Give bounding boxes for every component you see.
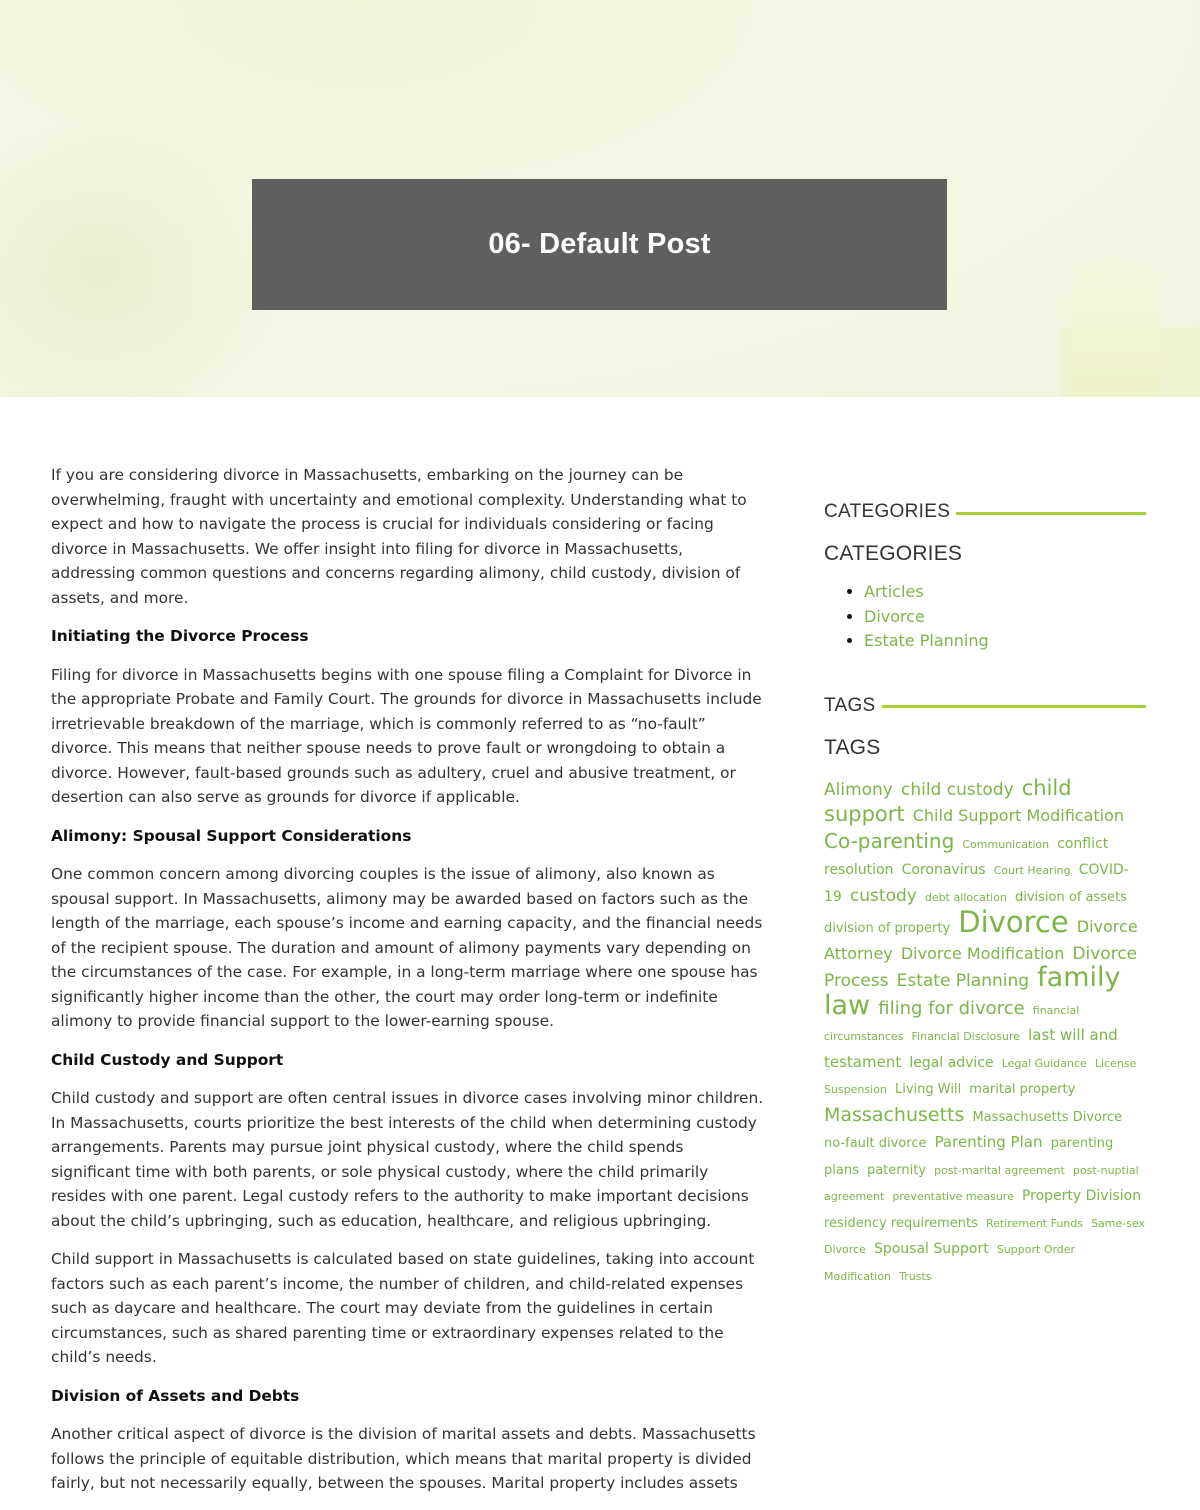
list-item bbox=[864, 605, 1146, 630]
categories-widget-title bbox=[824, 498, 1146, 526]
tag-link[interactable]: preventative measure bbox=[892, 1190, 1014, 1203]
tag-link[interactable]: Trusts bbox=[899, 1269, 932, 1283]
tag-link[interactable]: post-nuptial agreement bbox=[824, 1163, 1139, 1203]
page-title-box bbox=[252, 179, 947, 310]
tag-link[interactable]: COVID-19 bbox=[824, 862, 1129, 905]
tags-title-label: TAGS bbox=[824, 694, 876, 716]
tag-link[interactable]: filing for divorce bbox=[878, 997, 1025, 1019]
tag-link[interactable]: family law bbox=[824, 962, 1121, 1021]
article-paragraph: Child support in Massachusetts is calculated based on state guidelines, taking into account factors such as each parent’s income, the number of children, and child-related expenses such as daycare and healthcare. The court may deviate from the guidelines in certain circumstances, such as shared parenting time or extraordinary expenses related to the child’s needs. bbox=[51, 1250, 755, 1366]
list-item bbox=[864, 580, 1146, 605]
category-link-divorce[interactable]: Divorce bbox=[864, 606, 925, 626]
list-item bbox=[864, 629, 1146, 654]
tag-link[interactable]: Co-parenting bbox=[824, 828, 955, 853]
tags-widget-title bbox=[824, 692, 1146, 720]
tags-heading: TAGS bbox=[824, 735, 881, 759]
title-divider bbox=[956, 512, 1146, 515]
tag-link[interactable]: Alimony bbox=[824, 779, 893, 800]
tag-link[interactable]: Living Will bbox=[895, 1082, 962, 1097]
article-paragraph: One common concern among divorcing couples is the issue of alimony, also known as spousal support. In Massachusetts, alimony may be awarded based on factors such as the length of the marriage, each spouse’s income and earning capacity, and the financial needs of the recipient spouse. The duration and amount of alimony payments vary depending on the circumstances of the case. For example, in a long-term marriage where one spouse has significantly higher income than the other, the court may order long-term or indefinite alimony to provide financial support to the lower-earning spouse. bbox=[51, 865, 763, 1030]
article-paragraph: Child custody and support are often central issues in divorce cases involving minor children. In Massachusetts, courts prioritize the best interests of the child when determining custody arrangements. Parents may pursue joint physical custody, where the child spends significant time with both parents, or sole physical custody, where the child primarily resides with one parent. Legal custody refers to the authority to make important decisions about the child’s upbringing, such as education, healthcare, and religious upbringing. bbox=[51, 1089, 764, 1230]
section-heading-initiating: Initiating the Divorce Process bbox=[51, 627, 309, 645]
category-link-articles[interactable]: Articles bbox=[864, 582, 924, 601]
tag-link[interactable]: Divorce Process bbox=[824, 943, 1138, 991]
tag-link[interactable]: residency requirements bbox=[824, 1215, 978, 1231]
hero-background-glow bbox=[0, 120, 280, 397]
tag-link[interactable]: Child Support Modification bbox=[912, 806, 1125, 825]
tag-link[interactable]: post-marital agreement bbox=[934, 1163, 1065, 1177]
article-paragraph: Another critical aspect of divorce is the division of marital assets and debts. Massachusetts follows the principle of equitable distribution, which means that marital property is divided fairly, but not necessarily equally, between the spouses. Marital property includes assets bbox=[51, 1425, 756, 1492]
hero-background-tower bbox=[1070, 257, 1160, 397]
article-intro: If you are considering divorce in Massachusetts, embarking on the journey can be overwhelming, fraught with uncertainty and emotional complexity. Understanding what to expect and how to navigate the process is crucial for individuals considering or facing divorce in Massachusetts. We offer insight into filing for divorce in Massachusetts, addressing common questions and concerns regarding alimony, child custody, division of assets, and more. bbox=[51, 466, 747, 607]
tag-link[interactable]: marital property bbox=[969, 1082, 1076, 1097]
tag-link[interactable]: no-fault divorce bbox=[824, 1136, 927, 1151]
tag-link[interactable]: Communication bbox=[962, 837, 1050, 851]
page-title: 06- Default Post bbox=[488, 228, 711, 260]
article-body bbox=[51, 463, 766, 1510]
tag-link[interactable]: child support bbox=[824, 775, 1072, 826]
tag-link[interactable]: debt allocation bbox=[924, 890, 1007, 904]
section-heading-alimony: Alimony: Spousal Support Considerations bbox=[51, 826, 412, 845]
tag-link[interactable]: Divorce bbox=[958, 905, 1069, 939]
tag-link[interactable]: division of assets bbox=[1015, 889, 1127, 905]
categories-title-label: CATEGORIES bbox=[824, 501, 951, 522]
tag-link[interactable]: Legal Guidance bbox=[1001, 1056, 1087, 1070]
title-divider bbox=[882, 705, 1146, 708]
tag-link[interactable]: Same-sex Divorce bbox=[824, 1216, 1146, 1256]
hero-banner bbox=[0, 0, 1200, 397]
tag-link[interactable]: Massachusetts bbox=[824, 1103, 965, 1126]
category-link-estate-planning[interactable]: Estate Planning bbox=[864, 631, 989, 650]
categories-heading: CATEGORIES bbox=[824, 542, 963, 565]
section-heading-child-custody: Child Custody and Support bbox=[51, 1050, 284, 1069]
article-paragraph: Filing for divorce in Massachusetts begins with one spouse filing a Complaint for Divorce in the appropriate Probate and Family Court. The grounds for divorce in Massachusetts include irretrievable breakdown of the marriage, which is commonly referred to as “no-fault” divorce. This means that neither spouse needs to prove fault or wrongdoing to obtain a divorce. However, fault-based grounds such as adultery, cruel and abusive treatment, or desertion can also serve as grounds for divorce if applicable. bbox=[51, 665, 762, 806]
categories-list bbox=[824, 580, 1146, 654]
tag-link[interactable]: Divorce Modification bbox=[900, 943, 1065, 963]
sidebar bbox=[824, 498, 1146, 1289]
tag-link[interactable]: Coronavirus bbox=[901, 862, 986, 878]
tag-link[interactable]: Spousal Support bbox=[873, 1241, 989, 1257]
tag-link[interactable]: Property Division bbox=[1021, 1188, 1142, 1204]
tag-link[interactable]: Divorce Attorney bbox=[824, 917, 1138, 963]
tag-link[interactable]: parenting plans bbox=[824, 1136, 1114, 1178]
tag-link[interactable]: custody bbox=[849, 885, 917, 906]
tag-link[interactable]: division of property bbox=[824, 921, 951, 936]
tag-link[interactable]: financial circumstances bbox=[824, 1003, 1080, 1043]
tag-link[interactable]: child custody bbox=[900, 779, 1014, 800]
tag-link[interactable]: Retirement Funds bbox=[986, 1216, 1083, 1230]
tag-link[interactable]: Estate Planning bbox=[896, 971, 1030, 991]
tag-link[interactable]: License Suspension bbox=[824, 1056, 1137, 1096]
tag-link[interactable]: Massachusetts Divorce bbox=[972, 1109, 1123, 1125]
section-heading-division-assets: Division of Assets and Debts bbox=[51, 1386, 300, 1405]
tag-link[interactable]: Financial Disclosure bbox=[911, 1030, 1021, 1043]
tag-link[interactable]: Court Hearing bbox=[993, 864, 1071, 877]
tag-link[interactable]: legal advice bbox=[909, 1054, 994, 1071]
tag-link[interactable]: conflict resolution bbox=[824, 835, 1109, 878]
tag-link[interactable]: last will and testament bbox=[824, 1026, 1118, 1071]
tag-cloud bbox=[824, 776, 1146, 1290]
tag-link[interactable]: paternity bbox=[866, 1162, 927, 1178]
tag-link[interactable]: Support Order Modification bbox=[824, 1243, 1076, 1283]
tag-link[interactable]: Parenting Plan bbox=[934, 1133, 1043, 1151]
